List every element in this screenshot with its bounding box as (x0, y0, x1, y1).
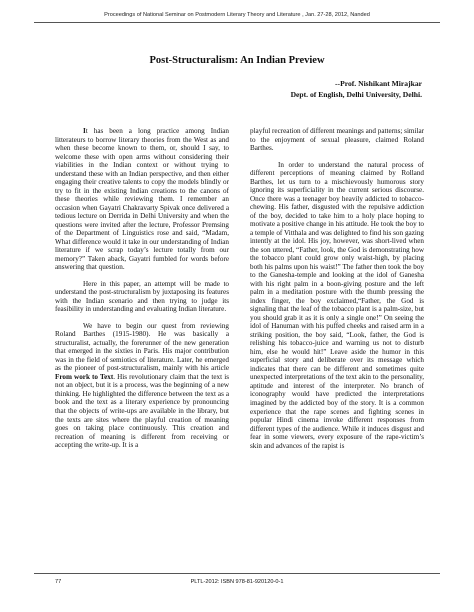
paragraph-3-text-a: We have to begin our quest from reviewing Roland Barthes (1915-1980). He was basically a structuralist, actually, the forerunner of the new generation that emerged in the sixties in Paris. His major contribution was in the field of semiotics of literature. Later, he emerged as the pioneer of post-structuralism, mainly with his article (55, 321, 229, 373)
article-reference: From work to Text (55, 372, 114, 381)
header-rule (34, 22, 440, 23)
body-paragraph-continued: playful recreation of different meanings and patterns; similar to the enjoyment of sexual pleasure, claimed Roland Barthes. (250, 127, 424, 153)
body-paragraph-4: In order to understand the natural process of different perceptions of meaning claimed by Rolland Barthes, let us turn to a mischievously humorous story ignoring its superficiality in the current serious discourse. Once there was a teenager boy heavily addicted to tobacco-chewing. His father, disgusted with the repulsive addiction of the boy, decided to take him to a holy place hoping to motivate a positive change in his attitude. He took the boy to a temple of Vitthala and was delighted to find his son gazing intently at the idol. His joy, however, was short-lived when the son uttered, “Father, look, the God is demonstrating how the tobacco plant could grow only waist-high, by placing both his palms upon his waist!” The father then took the boy to the Ganesha-temple and looking at the idol of Ganesha with his right palm in a boon-giving posture and the left palm in a meditation posture with the thumb pressing the index finger, the boy exclaimed,“Father, the God is signaling that the leaf of the tobacco plant is a palm-size, but you should grab it as it is only a single one!” On seeing the idol of Hanuman with his puffed cheeks and raised arm in a striking position, the boy said, “Look, father, the God is relishing his tobacco-juice and warning us not to disturb him, else he would hit!” Leave aside the humor in this superficial story and deliberate over its message which indicates that there can be different and sometimes quite unexpected interpretations of the text akin to the personality, aptitude and interest of the interpreter. No branch of iconography would have predicted the interpretations imagined by the addicted boy of the story. It is a common experience that the rape scenes and fighting scenes in popular Hindi cinema invoke different responses from different types of the audience. While it induces disgust and fear in some viewers, every exposure of the rape-victim’s skin and advances of the rapist is (250, 160, 424, 450)
body-paragraph-1 (55, 127, 229, 272)
paragraph-initial: I (83, 127, 86, 135)
paragraph-3-text-b: . His revolutionary claim that the text is not an object, but it is a process, was the beginning of a new thinking. He highlighted the difference between the text as a book and the text as a literary experience by pronouncing that the objects of write-ups are available in the library, but the texts are sites where the playful creation of meaning goes on taking place continuously. This creation and recreation of meaning is different from receiving or accepting the write-up. It is a (55, 372, 229, 450)
footer-rule (34, 573, 440, 574)
running-head: Proceedings of National Seminar on Postmodern Literary Theory and Literature , Jan. 27-28, 2012, Nanded (104, 12, 370, 18)
body-paragraph-3 (55, 322, 229, 450)
left-column (55, 127, 229, 458)
paragraph-1-text: t has been a long practice among Indian litterateurs to borrow literary theories from the West as and when these become known to them, or, should I say, to welcome these with open arms without considering their viabilities in the Indian context or without trying to understand these with an Indian perspective, and then either engaging their creative talents to copy the models blindly or try to fit in the existing Indian creations to the canons of these theories while reviewing them. I remember an occasion when Gayatri Chakravarty Spivak once delivered a tedious lecture on Derrida in Delhi University and when the questions were invited after the lecture, Professor Premsing of the Department of Linguistics rose and said, “Madam, What difference would it take in our understanding of Indian literature if we scrap today’s lecture totally from our memory?” Taken aback, Gayatri fumbled for words before answering that question. (55, 127, 229, 272)
author-affiliation: Dept. of English, Delhi University, Delhi. (290, 90, 422, 99)
article-title: Post-Structuralism: An Indian Preview (149, 55, 325, 66)
right-column (250, 127, 424, 458)
author-name: --Prof. Nishikant Mirajkar (335, 79, 422, 88)
body-paragraph-2: Here in this paper, an attempt will be made to understand the post-structuralism by juxtaposing its features with the Indian scenario and then trying to judge its feasibility in understanding and evaluating Indian literature. (55, 279, 229, 314)
author-block (291, 78, 422, 100)
page-number: 77 (55, 579, 62, 585)
footer-isbn: PLTL-2012: ISBN 978-81-920120-0-1 (190, 579, 284, 585)
